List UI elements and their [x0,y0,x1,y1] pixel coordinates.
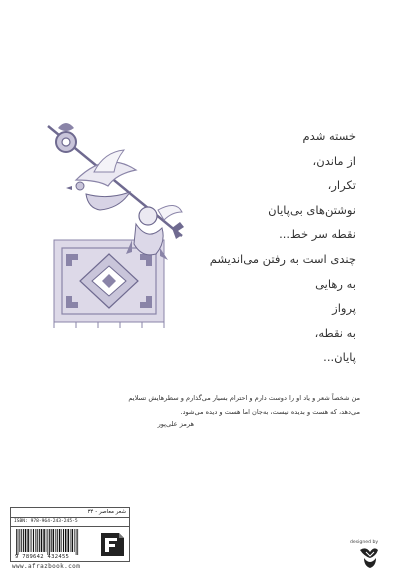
quote-line: می‌دهد، که هست و بدیده نیست، به‌جان اما هست و دیده می‌شود. [180,408,360,416]
isbn-label: ISBN: 978-964-243-245-5 [11,518,129,527]
barcode-bar [59,529,61,552]
barcode-bar [63,529,64,552]
barcode-bar [41,529,43,552]
barcode-bar [21,529,22,552]
barcode-bar [65,529,67,552]
barcode-bar [57,529,58,552]
barcode-bar [55,529,56,552]
poem-line: نوشتن‌های بی‌پایان [268,202,356,217]
quote-block [60,391,360,419]
barcode-bar [76,529,77,555]
quote-author: هرمز علی‌پور [157,420,194,428]
barcode-bar [43,529,45,552]
poem-line: پرواز [332,301,356,316]
quote-line: من شخصاً شعر و یاد او را دوست دارم و احترام بسیار می‌گذارم و سطرهایش تسلایم [128,394,360,402]
poem-line: از ماندن، [312,153,356,168]
poem-line: نقطه سر خط... [279,227,356,242]
barcode-bar [30,529,31,552]
bird-ornament [66,150,136,210]
barcode-number: 9 789642 432455 [15,554,70,560]
barcode-bar [37,529,38,552]
barcode-bar [25,529,27,552]
barcode-bar [19,529,20,552]
designer-logo [356,546,382,568]
barcode-bar [77,529,78,555]
barcode-bar [16,529,17,555]
barcode-bar [18,529,19,555]
poem-line: به نقطه، [314,325,356,340]
poem-line: پایان... [323,350,356,365]
poem-line: به رهایی [315,276,356,291]
barcode-bar [70,529,71,552]
barcode-box [10,507,130,562]
barcode-bar [51,529,52,552]
barcode-bar [61,529,62,552]
series-label: شعر معاصر - ۳۴ [11,508,129,518]
barcode-bar [23,529,24,552]
key-ornament [48,123,184,239]
ornament-collage [36,120,186,330]
barcode-bar [53,529,55,552]
barcode-bar [74,529,75,552]
poem [186,124,356,370]
barcode-bar [27,529,29,552]
poem-line: چندی است به رفتن می‌اندیشم [209,251,356,266]
barcode-bar [32,529,33,552]
publisher-logo [99,529,126,560]
barcode-bar [33,529,34,552]
barcode-body [11,527,129,562]
barcode-bar [35,529,36,552]
barcode-bar [47,529,48,555]
publisher-website: www.afrazbook.com [12,563,81,570]
barcode-bar [39,529,40,552]
barcode-bar [49,529,50,555]
poem-line: تکرار، [327,178,356,193]
barcode-bar [68,529,70,552]
poem-line: خسته شدم [302,129,356,143]
designed-by-label: designed by [350,540,379,545]
barcode-bar [46,529,47,552]
barcode-bar [72,529,74,552]
barcode-bars [15,529,97,555]
